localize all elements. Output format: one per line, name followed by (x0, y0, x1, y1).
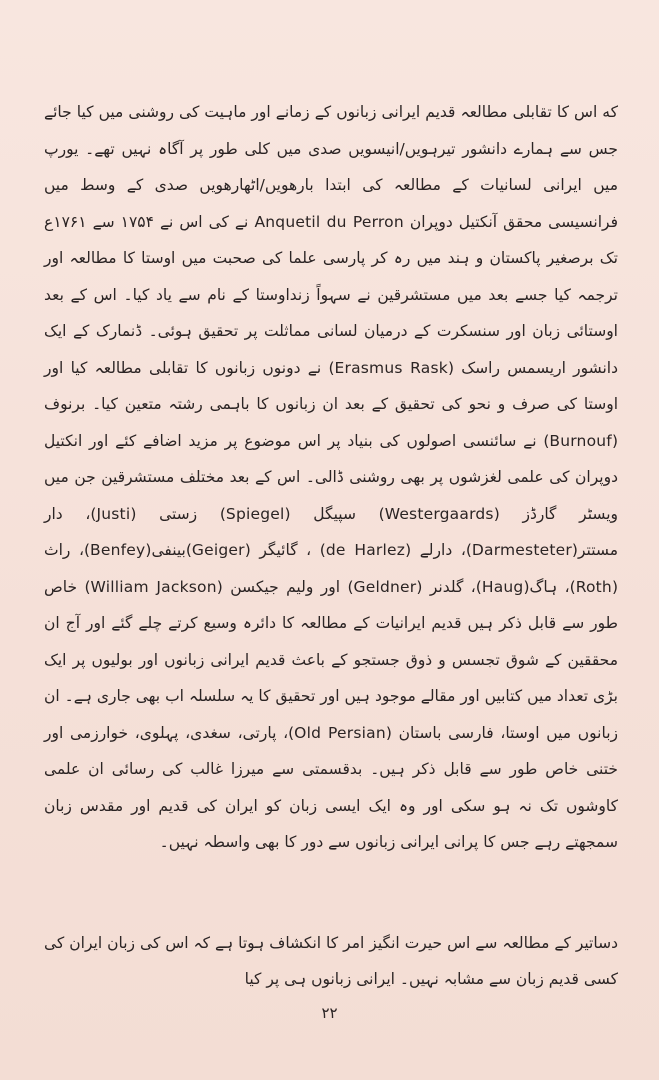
page-number: ۲۲ (321, 1004, 338, 1022)
paragraph-2: دساتیر کے مطالعہ سے اس حیرت انگیز امر کا انکشاف ہوتا ہے کہ اس کی زبان ایران کی کسی قدیم زبان سے مشابہ نہیں۔ ایرانی زبانوں ہی پر کیا (44, 934, 618, 988)
paragraph-1: که اس کا تقابلی مطالعہ قدیم ایرانی زبانوں کے زمانے اور ماہیت کی روشنی میں کیا جائے جس سے ہمارے دانشور تیرہویں/انیسویں صدی میں کلی طور پر آگاہ نہیں تھے۔ یورپ میں ایرانی لسانیات کے مطالعہ کی ابتدا بارھویں/اٹھارھویں صدی کے وسط میں فرانسیسی محقق آنکتیل دوپران Anquetil du Perron نے کی اس نے ۱۷۵۴ سے ۱۷۶۱ع تک برصغیر پاکستان و ہند میں رہ کر پارسی علما کی صحبت میں اوستا کا مطالعہ اور ترجمہ کیا جسے بعد میں مستشرقین نے سہواً زنداوستا کے نام سے یاد کیا۔ اس کے بعد اوستائی زبان اور سنسکرت کے درمیان لسانی مماثلت پر تحقیق ہوئی۔ ڈنمارک کے ایک دانشور اریسمس راسک (Erasmus Rask) نے دونوں زبانوں کا تقابلی مطالعہ کیا اور اوستا کی صرف و نحو کی تحقیق کے بعد ان زبانوں کا باہمی رشتہ متعین کیا۔ برنوف (Burnouf) نے سائنسی اصولوں کی بنیاد پر اس موضوع پر مزید اضافے کئے اور انکتیل دوپران کی علمی لغزشوں پر بھی روشنی ڈالی۔ اس کے بعد مختلف مستشرقین جن میں ویسٹر گارڈز (Westergaards) سپیگل (Spiegel) زستی (Justi)، دار مستتر(Darmesteter)، دارلے (de Harlez) ، گائیگر (Geiger)بینفی(Benfey)، راث (Roth)، ہاگ(Haug)، گلدنر (Geldner) اور ولیم جیکسن (William Jackson) خاص طور سے قابل ذکر ہیں قدیم ایرانیات کے مطالعہ کا دائرہ وسیع کرتے چلے گئے اور آج ان محققین کے شوق تجسس و ذوق جستجو کے باعث قدیم ایرانی زبانوں اور بولیوں پر ایک بڑی تعداد میں کتابیں اور مقالے موجود ہیں اور تحقیق کا یہ سلسلہ اب بھی جاری ہے۔ ان زبانوں میں اوستا، فارسی باستان (Old Persian)، پارتی، سغدی، پہلوی، خوارزمی اور ختنی خاص طور سے قابل ذکر ہیں۔ بدقسمتی سے میرزا غالب کی رسائی ان علمی کاوشوں تک نہ ہو سکی اور وہ ایک ایسی زبان کو ایران کی قدیم اور مقدس زبان سمجھتے رہے جس کا پرانی ایرانی زبانوں سے دور کا بھی واسطہ نہیں۔ (44, 103, 619, 851)
